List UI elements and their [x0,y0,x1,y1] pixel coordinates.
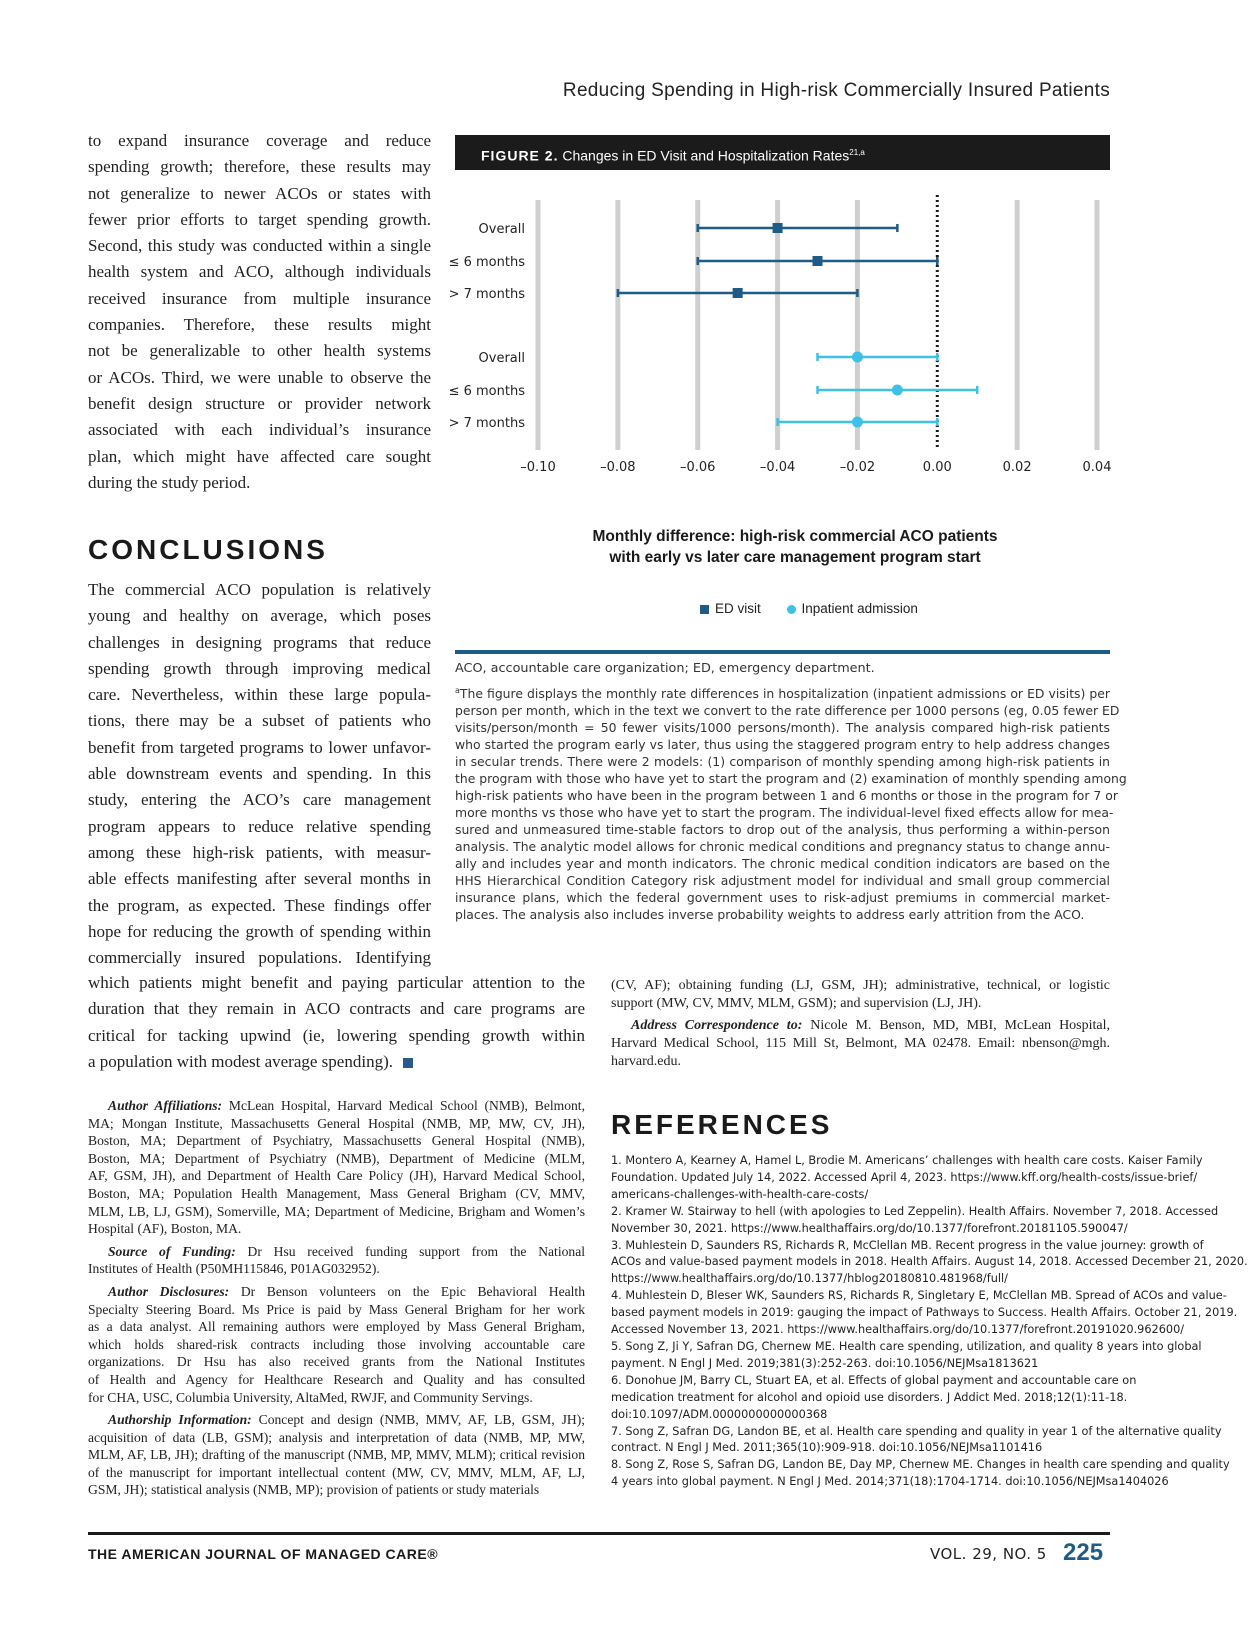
x-tick-label: –0.04 [759,460,796,475]
text-line: commercially insured populations. Identifying [88,948,431,968]
text-line: Author Disclosures: Dr Benson volunteers on the Epic Behavioral Health [88,1283,585,1301]
text-line: health system and ACO, although individuals [88,262,431,282]
legend-circle-icon [787,605,796,614]
text-line: not generalize to newer ACOs or states with [88,183,431,203]
text-line: of the manuscript for important intellectual content (MW, CV, MMV, MLM, AF, LJ, [88,1464,585,1480]
author-info [88,1097,585,1504]
text-line: The commercial ACO population is relatively [88,580,431,599]
text-line: received insurance from multiple insurance [88,288,431,308]
reference-line: 4. Muhlestein D, Bleser WK, Saunders RS, Richards R, Singletary E, McClellan MB. Spread of ACOs and value- [611,1289,1227,1303]
reference-line: 8. Song Z, Rose S, Safran DG, Landon BE, Day MP, Chernew ME. Changes in health care spending and quality [611,1458,1230,1472]
chart-legend [700,601,940,616]
text-line: critical for tacking upwind (ie, lowering spending growth within [88,1025,585,1045]
reference-line: 3. Muhlestein D, Saunders RS, Richards R, McClellan MB. Recent progress in the value journey: growth of [611,1238,1204,1252]
legend-item-ed-visit: ED visit [700,601,761,616]
end-of-article-icon [403,1058,413,1068]
footnote-line: $^a$The figure displays the monthly rate differences in hospitalization (inpatient admissions or ED visits) per [455,686,1110,702]
row-label: Overall [478,222,525,237]
text-line: a population with modest average spending). [88,1049,585,1075]
footer-rule [88,1532,1110,1535]
text-line: duration that they remain in ACO contracts and care programs are [88,999,585,1019]
correspondence-lead: Address Correspondence to: [631,1018,803,1033]
text-line: which holds shared-risk contracts including those involving accountable care [88,1336,585,1352]
footnote-line: ally and includes year and month indicators. The chronic medical condition indicators are based on the [455,856,1110,872]
conclusions-paragraph-continued [88,970,585,1075]
footer-volume: VOL. 29, NO. 5 [930,1545,1047,1563]
row-label: > 7 months [448,416,525,431]
text-line: MLM, LB, LJ, GSM), Somerville, MA; Department of Medicine, Brigham and Women’s [88,1203,585,1219]
x-tick-label: –0.06 [679,460,716,475]
figure-header [455,135,1110,170]
text-line: program appears to reduce relative spending [88,816,431,836]
footnote-line: who started the program early vs later, thus using the staggered program entry to help address changes [455,737,1110,753]
text-line: GSM, JH); statistical analysis (NMB, MP); provision of patients or study materials [88,1482,540,1498]
text-line: study, entering the ACO’s care management [88,790,431,810]
conclusions-paragraph [88,577,431,971]
footnote-line: insurance plans, which the federal government uses to risk-adjust premiums in commercial market- [455,890,1110,906]
correspondence-line: harvard.edu. [611,1054,681,1069]
footnote-line: high-risk patients who have been in the program between 1 and 6 months or those in the program for 7 or [455,788,1118,804]
x-tick-label: 0.02 [1002,460,1032,475]
reference-line: Foundation. Updated July 14, 2022. Accessed April 4, 2023. https://www.kff.org/health-costs/issue-brief/ [611,1170,1198,1184]
text-line: Boston, MA; Department of Psychiatry, Massachusetts General Hospital (NMB), [88,1133,585,1149]
point-estimate-square [733,288,743,298]
point-estimate-square [773,223,783,233]
footnote-line: the program with those who have yet to start the program and (2) examination of monthly spending among [455,771,1127,787]
figure-footnote [455,682,1127,923]
text-line: able effects manifesting after several months in [88,869,431,889]
text-line: plan, which might have affected care sought [88,446,431,466]
author-info-lead: Source of Funding: [108,1243,236,1259]
text-line: Boston, MA; Department of Psychiatry (NMB), Department of Medicine (MLM, [88,1150,585,1166]
reference-line: 4 years into global payment. N Engl J Med. 2014;371(18):1704-1714. doi:10.1056/NEJMsa1404026 [611,1475,1169,1489]
text-line: companies. Therefore, these results might [88,315,431,335]
text-line: of Health and Agency for Healthcare Research and Quality and has consulted [88,1371,585,1387]
text-line: spending growth through improving medical [88,658,431,678]
authorship-continued [611,977,1110,1071]
figure-label: FIGURE 2. [481,147,559,164]
chart-xlabel-line2: with early vs later care management program start [609,549,981,566]
footnote-line: sured and unmeasured time-stable factors to drop out of the analysis, thus performing a within-person [455,822,1110,838]
text-line: as a data analyst. All remaining authors were employed by Mass General Brigham, [88,1319,585,1335]
row-label: ≤ 6 months [448,384,525,399]
forest-plot-chart [440,185,1110,495]
x-tick-label: 0.00 [922,460,952,475]
author-info-lead: Author Disclosures: [108,1283,230,1299]
conclusions-heading: CONCLUSIONS [88,534,328,565]
correspondence-line: Address Correspondence to: Nicole M. Benson, MD, MBI, McLean Hospital, [631,1018,1111,1033]
reference-line: Accessed November 13, 2021. https://www.healthaffairs.org/do/10.1377/forefront.20191020.962600/ [611,1323,1185,1337]
x-tick-label: –0.10 [520,460,556,475]
reference-line: medication treatment for alcohol and opioid use disorders. J Addict Med. 2018;12(1):11-18. [611,1390,1128,1404]
text-line: young and healthy on average, which poses [88,606,431,626]
text-line: or ACOs. Third, we were unable to observe the [88,367,431,387]
text-line: not be generalizable to other health systems [88,341,431,361]
text-line: able downstream events and spending. In this [88,764,431,784]
text-line: challenges in designing programs that reduce [88,632,431,652]
running-head: Reducing Spending in High-risk Commercially Insured Patients [562,80,1110,101]
text-line: AF, GSM, JH), and Department of Health Care Policy (JH), Harvard Medical School, [88,1168,585,1184]
row-label: ≤ 6 months [448,255,525,270]
text-line: MLM, AF, LB, JH); drafting of the manuscript (NMB, MP, MMV, MLM); critical revision [88,1447,585,1463]
text-line: which patients might benefit and paying particular attention to the [88,973,585,992]
footnote-line: person per month, which in the text we convert to the rate difference per 1000 persons (eg, 0.05 fewer ED [455,703,1120,719]
references-list [611,1153,1248,1491]
text-line: Specialty Steering Board. Ms Price is paid by Mass General Brigham for her work [88,1301,585,1317]
text-line: Author Affiliations: McLean Hospital, Harvard Medical School (NMB), Belmont, [88,1097,585,1115]
reference-line: https://www.healthaffairs.org/do/10.1377/hblog20180810.481968/full/ [611,1272,1008,1286]
reference-line: doi:10.1097/ADM.0000000000000368 [611,1407,828,1421]
reference-line: 2. Kramer W. Stairway to hell (with apologies to Led Zeppelin). Health Affairs. November 7, 2018. Accessed [611,1204,1219,1218]
figure-abbreviations: ACO, accountable care organization; ED, emergency department. [455,661,875,676]
footer-page-number: 225 [1063,1539,1104,1566]
figure-title: Changes in ED Visit and Hospitalization Rates [562,147,850,164]
footnote-line: more months vs those who have yet to start the program. The individual-level fixed effects allow for mea- [455,805,1114,821]
author-info-lead: Authorship Information: [108,1412,252,1428]
reference-line: contract. N Engl J Med. 2011;365(10):909-918. doi:10.1056/NEJMsa1101416 [611,1441,1043,1455]
reference-line: 7. Song Z, Safran DG, Landon BE, et al. Health care spending and quality in year 1 of the alternative quality [611,1424,1222,1438]
text-line: hope for reducing the growth of spending within [88,921,431,941]
text-line: Second, this study was conducted within a single [88,236,431,256]
row-label: > 7 months [448,287,525,302]
figure-title-sup: 21,a [849,148,865,157]
text-line: the program, as expected. These findings offer [88,895,431,915]
legend-item-inpatient: Inpatient admission [787,601,918,616]
text-line: support (MW, CV, MMV, MLM, GSM); and supervision (LJ, JH). [611,996,982,1011]
author-info-paragraph [88,1283,585,1406]
point-estimate-circle [852,417,863,428]
reference-line: 6. Donohue JM, Barry CL, Stuart EA, et al. Effects of global payment and accountable care on [611,1373,1137,1387]
x-tick-label: –0.08 [600,460,636,475]
footnote-line: places. The analysis also includes inverse probability weights to address early attrition from the ACO. [455,907,1085,923]
text-line: benefit design structure or provider network [88,393,431,413]
text-line: acquisition of data (LB, GSM); analysis and interpretation of data (NMB, MP, MW, [88,1429,585,1445]
text-line: tions, there may be a subset of patients who [88,711,431,731]
author-info-paragraph [88,1243,585,1278]
point-estimate-circle [892,385,903,396]
text-line: spending growth; therefore, these results may [88,157,431,177]
text-line: Authorship Information: Concept and design (NMB, MMV, AF, LB, GSM, JH); [88,1411,585,1429]
footnote-line: HHS Hierarchical Condition Category risk adjustment model for individual and small group commercial [455,873,1110,889]
text-line: benefit from targeted programs to lower unfavor- [88,737,431,757]
reference-line: 5. Song Z, Ji Y, Safran DG, Chernew ME. Health care spending, utilization, and quality 8 years into global [611,1339,1202,1353]
text-line: Boston, MA; Population Health Management, Mass General Brigham (CV, MMV, [88,1185,585,1201]
text-line: during the study period. [88,472,251,492]
author-info-lead: Author Affiliations: [108,1098,223,1113]
footnote-line: analysis. The analytic model allows for chronic medical conditions and pregnancy status to change annu- [455,839,1110,855]
figure-rule [455,650,1110,654]
text-line: associated with each individual’s insurance [88,420,431,440]
references-heading: REFERENCES [611,1109,833,1140]
footer-journal: THE AMERICAN JOURNAL OF MANAGED CARE® [88,1546,439,1562]
footnote-line: visits/person/month = 50 fewer visits/1000 persons/month). The analysis compared high-risk patients [455,720,1110,736]
x-tick-label: –0.02 [839,460,876,475]
text-line: (CV, AF); obtaining funding (LJ, GSM, JH); administrative, technical, or logistic [611,978,1110,993]
reference-line: ACOs and value-based payment models in 2018. Health Affairs. August 14, 2018. Accessed December 21, 2020. [611,1255,1248,1269]
row-label: Overall [478,351,525,366]
limitations-paragraph [88,128,431,496]
reference-line: November 30, 2021. https://www.healthaffairs.org/do/10.1377/forefront.20181105.590047/ [611,1221,1128,1235]
point-estimate-circle [852,352,863,363]
author-info-paragraph [88,1097,585,1238]
text-line: for CHA, USC, Columbia University, AltaMed, RWJF, and Community Servings. [88,1389,533,1405]
legend-square-icon [700,605,709,614]
text-line: fewer prior efforts to target spending growth. [88,209,431,229]
point-estimate-square [813,256,823,266]
x-tick-label: 0.04 [1082,460,1112,475]
text-line: organizations. Dr Hsu has also received grants from the National Institutes [88,1354,585,1370]
text-line: care. Nevertheless, within these large popula- [88,685,431,705]
reference-line: 1. Montero A, Kearney A, Hamel L, Brodie M. Americans’ challenges with health care costs. Kaiser Family [611,1154,1203,1167]
text-line: to expand insurance coverage and reduce [88,131,431,150]
text-line: Source of Funding: Dr Hsu received funding support from the National [88,1243,585,1261]
reference-line: payment. N Engl J Med. 2019;381(3):252-263. doi:10.1056/NEJMsa1813621 [611,1356,1039,1370]
author-info-paragraph [88,1411,585,1499]
correspondence-line: Harvard Medical School, 115 Mill St, Belmont, MA 02478. Email: nbenson@mgh. [611,1036,1110,1051]
footnote-marker: a [455,686,460,695]
text-line: Hospital (AF), Boston, MA. [88,1221,242,1237]
footnote-line: in secular trends. There were 2 models: (1) comparison of monthly spending among high-risk patients in [455,754,1110,770]
text-line: Institutes of Health (P50MH115846, P01AG032952). [88,1261,380,1277]
text-line: MA; Mongan Institute, Massachusetts General Hospital (NMB, MP, MW, CV, JH), [88,1115,585,1131]
text-line: among these high-risk patients, with measur- [88,842,431,862]
reference-line: americans-challenges-with-health-care-costs/ [611,1187,869,1201]
reference-line: based payment models in 2019: gauging the impact of Pathways to Success. Health Affairs. October 21, 2019. [611,1306,1238,1320]
chart-xlabel-line1: Monthly difference: high-risk commercial ACO patients [592,528,998,545]
